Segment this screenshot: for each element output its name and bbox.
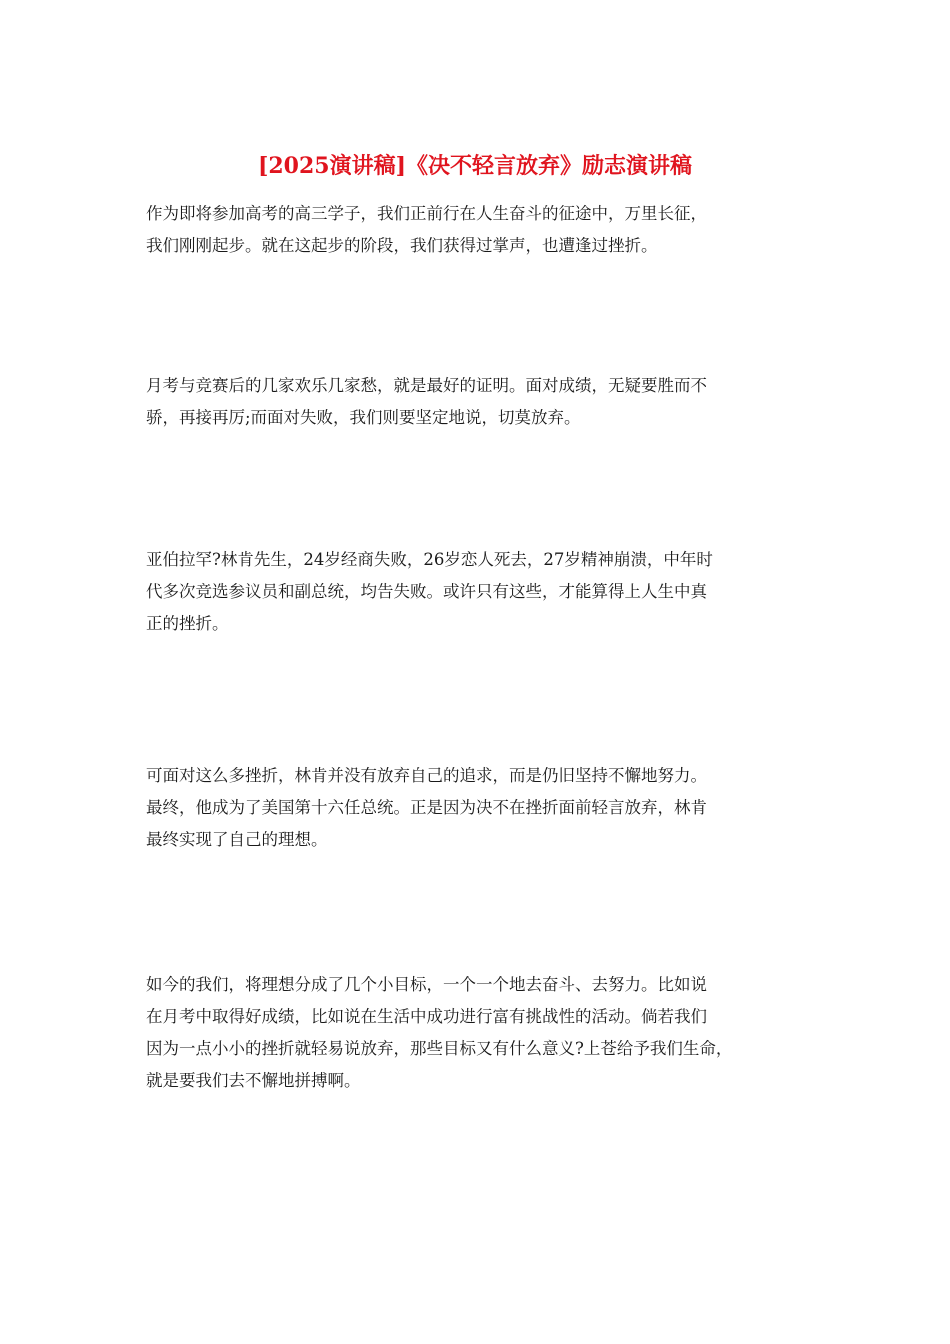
paragraph-line: 骄，再接再厉;而面对失败，我们则要坚定地说，切莫放弃。 — [146, 408, 581, 427]
paragraph-3 — [146, 544, 836, 640]
paragraph-line: 最终，他成为了美国第十六任总统。正是因为决不在挫折面前轻言放弃，林肯 — [146, 798, 707, 817]
paragraph-line: 正的挫折。 — [146, 614, 229, 633]
paragraph-4 — [146, 760, 836, 856]
paragraph-line: 亚伯拉罕?林肯先生，24岁经商失败，26岁恋人死去，27岁精神崩溃，中年时 — [146, 550, 713, 569]
paragraph-line: 最终实现了自己的理想。 — [146, 830, 328, 849]
paragraph-line: 月考与竞赛后的几家欢乐几家愁，就是最好的证明。面对成绩，无疑要胜而不 — [146, 376, 707, 395]
paragraph-line: 可面对这么多挫折，林肯并没有放弃自己的追求，而是仍旧坚持不懈地努力。 — [146, 766, 707, 785]
document-title: [2025演讲稿]《决不轻言放弃》励志演讲稿 — [257, 153, 693, 179]
paragraph-line: 代多次竞选参议员和副总统，均告失败。或许只有这些，才能算得上人生中真 — [146, 582, 707, 601]
paragraph-line: 因为一点小小的挫折就轻易说放弃，那些目标又有什么意义?上苍给予我们生命， — [146, 1039, 733, 1058]
paragraph-line: 如今的我们，将理想分成了几个小目标，一个一个地去奋斗、去努力。比如说 — [146, 975, 707, 994]
paragraph-5 — [146, 969, 836, 1097]
paragraph-line: 作为即将参加高考的高三学子，我们正前行在人生奋斗的征途中，万里长征， — [146, 204, 707, 223]
paragraph-1 — [146, 198, 836, 262]
paragraph-line: 就是要我们去不懈地拼搏啊。 — [146, 1071, 361, 1090]
paragraph-line: 在月考中取得好成绩，比如说在生活中成功进行富有挑战性的活动。倘若我们 — [146, 1007, 707, 1026]
paragraph-line: 我们刚刚起步。就在这起步的阶段，我们获得过掌声，也遭逢过挫折。 — [146, 236, 658, 255]
paragraph-2 — [146, 370, 836, 434]
